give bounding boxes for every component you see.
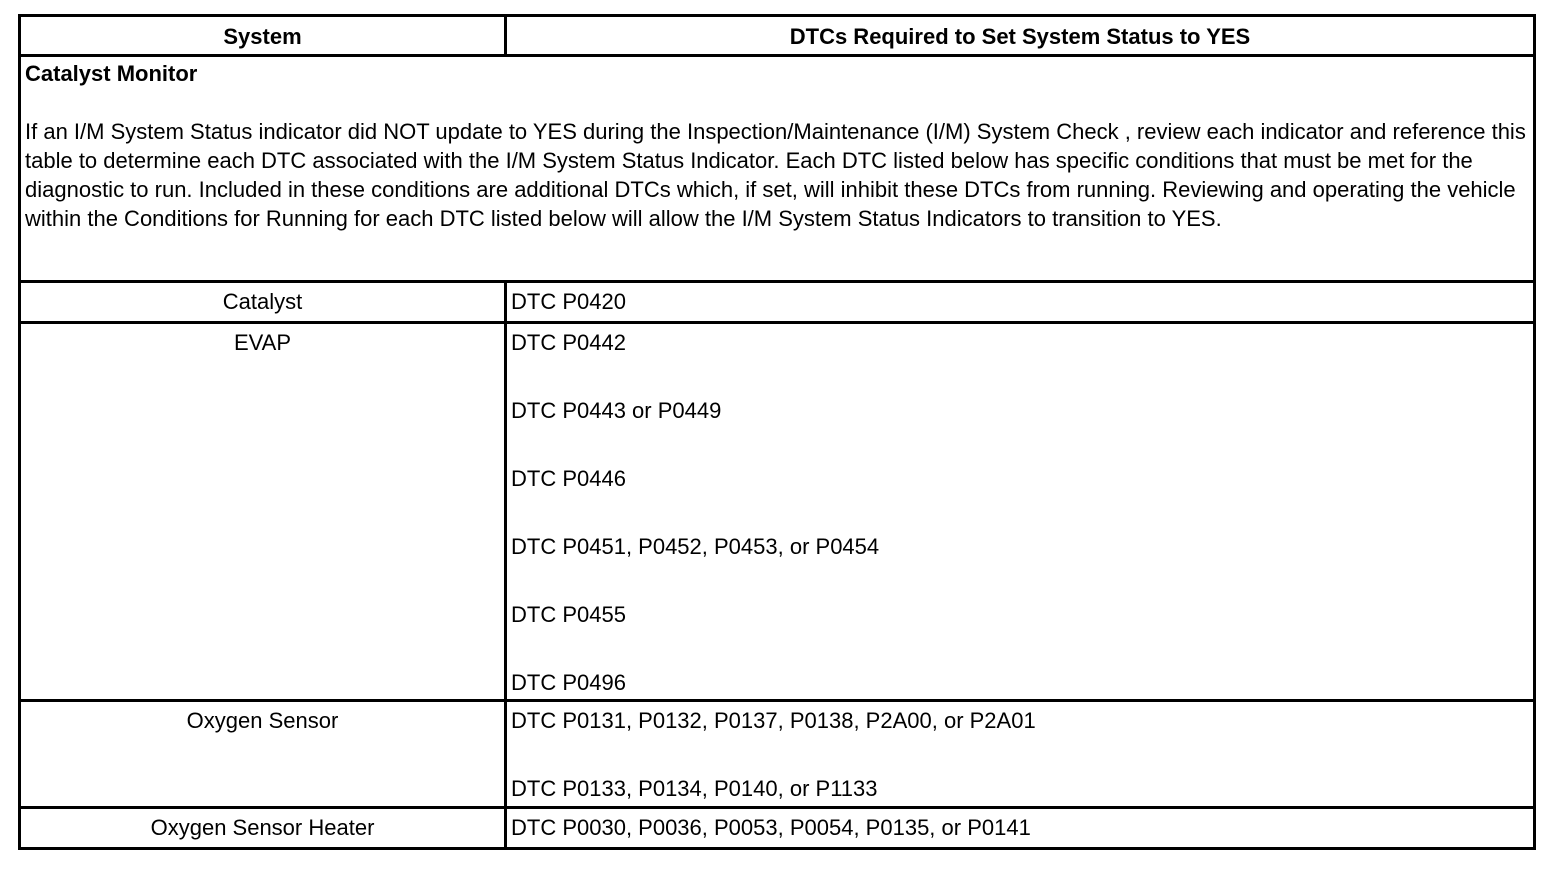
dtc-item: DTC P0131, P0132, P0137, P0138, P2A00, or P2A01 bbox=[511, 708, 1036, 733]
dtc-item: DTC P0030, P0036, P0053, P0054, P0135, or P0141 bbox=[511, 815, 1031, 840]
dtc-cell bbox=[506, 701, 1535, 808]
dtc-item: DTC P0442 bbox=[511, 330, 626, 355]
table-row-oxygen-sensor bbox=[20, 701, 1535, 808]
note-body: If an I/M System Status indicator did NOT update to YES during the Inspection/Maintenance (I/M) System Check , review each indicator and reference this table to determine each DTC associated with the I/M System Status Indicator. Each DTC listed below has specific conditions that must be met for the diagnostic to run. Included in these conditions are additional DTCs which, if set, will inhibit these DTCs from running. Reviewing and operating the vehicle within the Conditions for Running for each DTC listed below will allow the I/M System Status Indicators to transition to YES. bbox=[25, 119, 1526, 231]
system-cell: Catalyst bbox=[20, 282, 506, 323]
dtc-cell bbox=[506, 808, 1535, 849]
table-row-evap bbox=[20, 323, 1535, 701]
note-title: Catalyst Monitor bbox=[25, 61, 198, 86]
dtc-item: DTC P0133, P0134, P0140, or P1133 bbox=[511, 776, 878, 801]
dtc-item: DTC P0496 bbox=[511, 670, 626, 695]
system-cell: EVAP bbox=[20, 323, 506, 701]
system-cell: Oxygen Sensor Heater bbox=[20, 808, 506, 849]
header-dtcs: DTCs Required to Set System Status to YES bbox=[506, 16, 1535, 56]
system-cell: Oxygen Sensor bbox=[20, 701, 506, 808]
header-system: System bbox=[20, 16, 506, 56]
dtc-item: DTC P0420 bbox=[511, 289, 626, 314]
dtc-item: DTC P0443 or P0449 bbox=[511, 398, 722, 423]
note-row bbox=[20, 56, 1535, 282]
header-row bbox=[20, 16, 1535, 56]
dtc-item: DTC P0455 bbox=[511, 602, 626, 627]
dtc-cell bbox=[506, 282, 1535, 323]
dtc-item: DTC P0446 bbox=[511, 466, 626, 491]
table-row-catalyst bbox=[20, 282, 1535, 323]
document-page bbox=[18, 14, 1533, 856]
note-cell bbox=[20, 56, 1535, 282]
dtc-requirements-table bbox=[18, 14, 1536, 850]
table-row-oxygen-sensor-heater bbox=[20, 808, 1535, 849]
dtc-cell bbox=[506, 323, 1535, 701]
dtc-item: DTC P0451, P0452, P0453, or P0454 bbox=[511, 534, 880, 559]
